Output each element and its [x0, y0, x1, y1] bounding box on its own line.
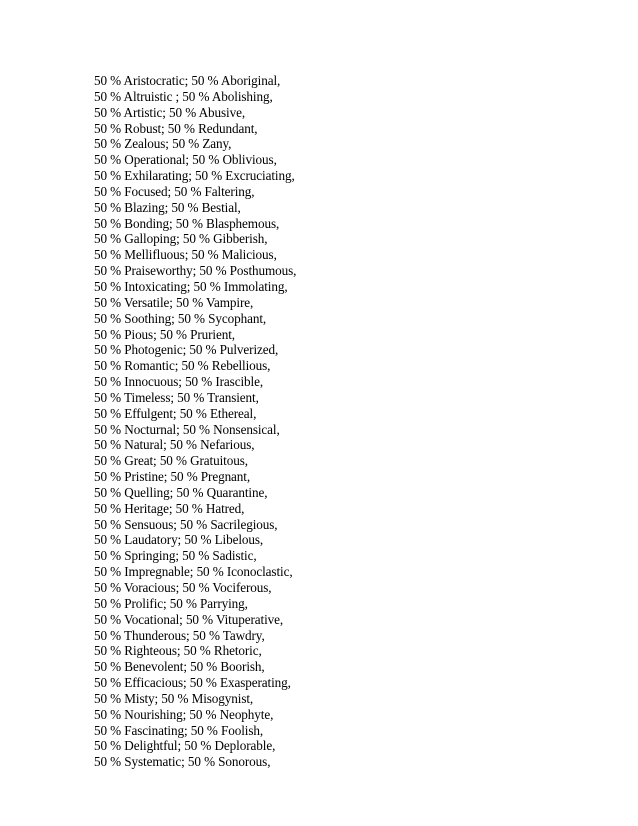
list-line: 50 % Fascinating; 50 % Foolish, [94, 722, 264, 738]
list-line: 50 % Photogenic; 50 % Pulverized, [94, 342, 279, 358]
list-line: 50 % Laudatory; 50 % Libelous, [94, 532, 264, 548]
list-line: 50 % Timeless; 50 % Transient, [94, 389, 259, 405]
list-line: 50 % Pious; 50 % Prurient, [94, 326, 235, 342]
list-line: 50 % Springing; 50 % Sadistic, [94, 548, 257, 564]
list-line: 50 % Versatile; 50 % Vampire, [94, 294, 254, 310]
list-line: 50 % Misty; 50 % Misogynist, [94, 690, 254, 706]
list-line: 50 % Blazing; 50 % Bestial, [94, 199, 241, 215]
list-line: 50 % Zealous; 50 % Zany, [94, 136, 232, 152]
list-line: 50 % Robust; 50 % Redundant, [94, 120, 258, 136]
list-line: 50 % Altruistic ; 50 % Abolishing, [94, 88, 273, 104]
list-line: 50 % Operational; 50 % Oblivious, [94, 152, 277, 168]
list-line: 50 % Impregnable; 50 % Iconoclastic, [94, 564, 293, 580]
list-line: 50 % Great; 50 % Gratuitous, [94, 453, 248, 469]
list-line: 50 % Soothing; 50 % Sycophant, [94, 310, 267, 326]
list-line: 50 % Thunderous; 50 % Tawdry, [94, 627, 265, 643]
word-pair-list [94, 73, 296, 770]
list-line: 50 % Delightful; 50 % Deplorable, [94, 738, 276, 754]
list-line: 50 % Righteous; 50 % Rhetoric, [94, 643, 262, 659]
list-line: 50 % Effulgent; 50 % Ethereal, [94, 405, 257, 421]
list-line: 50 % Focused; 50 % Faltering, [94, 183, 255, 199]
list-line: 50 % Efficacious; 50 % Exasperating, [94, 675, 291, 691]
list-line: 50 % Innocuous; 50 % Irascible, [94, 374, 264, 390]
list-line: 50 % Praiseworthy; 50 % Posthumous, [94, 263, 297, 279]
list-line: 50 % Aristocratic; 50 % Aboriginal, [94, 73, 281, 88]
list-line: 50 % Vocational; 50 % Vituperative, [94, 611, 284, 627]
list-line: 50 % Benevolent; 50 % Boorish, [94, 659, 265, 675]
list-line: 50 % Heritage; 50 % Hatred, [94, 500, 245, 516]
list-line: 50 % Nourishing; 50 % Neophyte, [94, 706, 274, 722]
list-line: 50 % Artistic; 50 % Abusive, [94, 104, 246, 120]
list-line: 50 % Quelling; 50 % Quarantine, [94, 484, 268, 500]
list-line: 50 % Pristine; 50 % Pregnant, [94, 469, 251, 485]
list-line: 50 % Intoxicating; 50 % Immolating, [94, 278, 288, 294]
list-line: 50 % Sensuous; 50 % Sacrilegious, [94, 516, 278, 532]
list-line: 50 % Galloping; 50 % Gibberish, [94, 231, 268, 247]
list-line: 50 % Voracious; 50 % Vociferous, [94, 580, 272, 595]
list-line: 50 % Bonding; 50 % Blasphemous, [94, 215, 280, 231]
list-line: 50 % Nocturnal; 50 % Nonsensical, [94, 421, 280, 437]
list-line: 50 % Systematic; 50 % Sonorous, [94, 754, 271, 770]
list-line: 50 % Prolific; 50 % Parrying, [94, 595, 248, 611]
list-line: 50 % Exhilarating; 50 % Excruciating, [94, 168, 295, 184]
list-line: 50 % Natural; 50 % Nefarious, [94, 437, 255, 453]
list-line: 50 % Mellifluous; 50 % Malicious, [94, 247, 277, 263]
list-line: 50 % Romantic; 50 % Rebellious, [94, 358, 271, 374]
